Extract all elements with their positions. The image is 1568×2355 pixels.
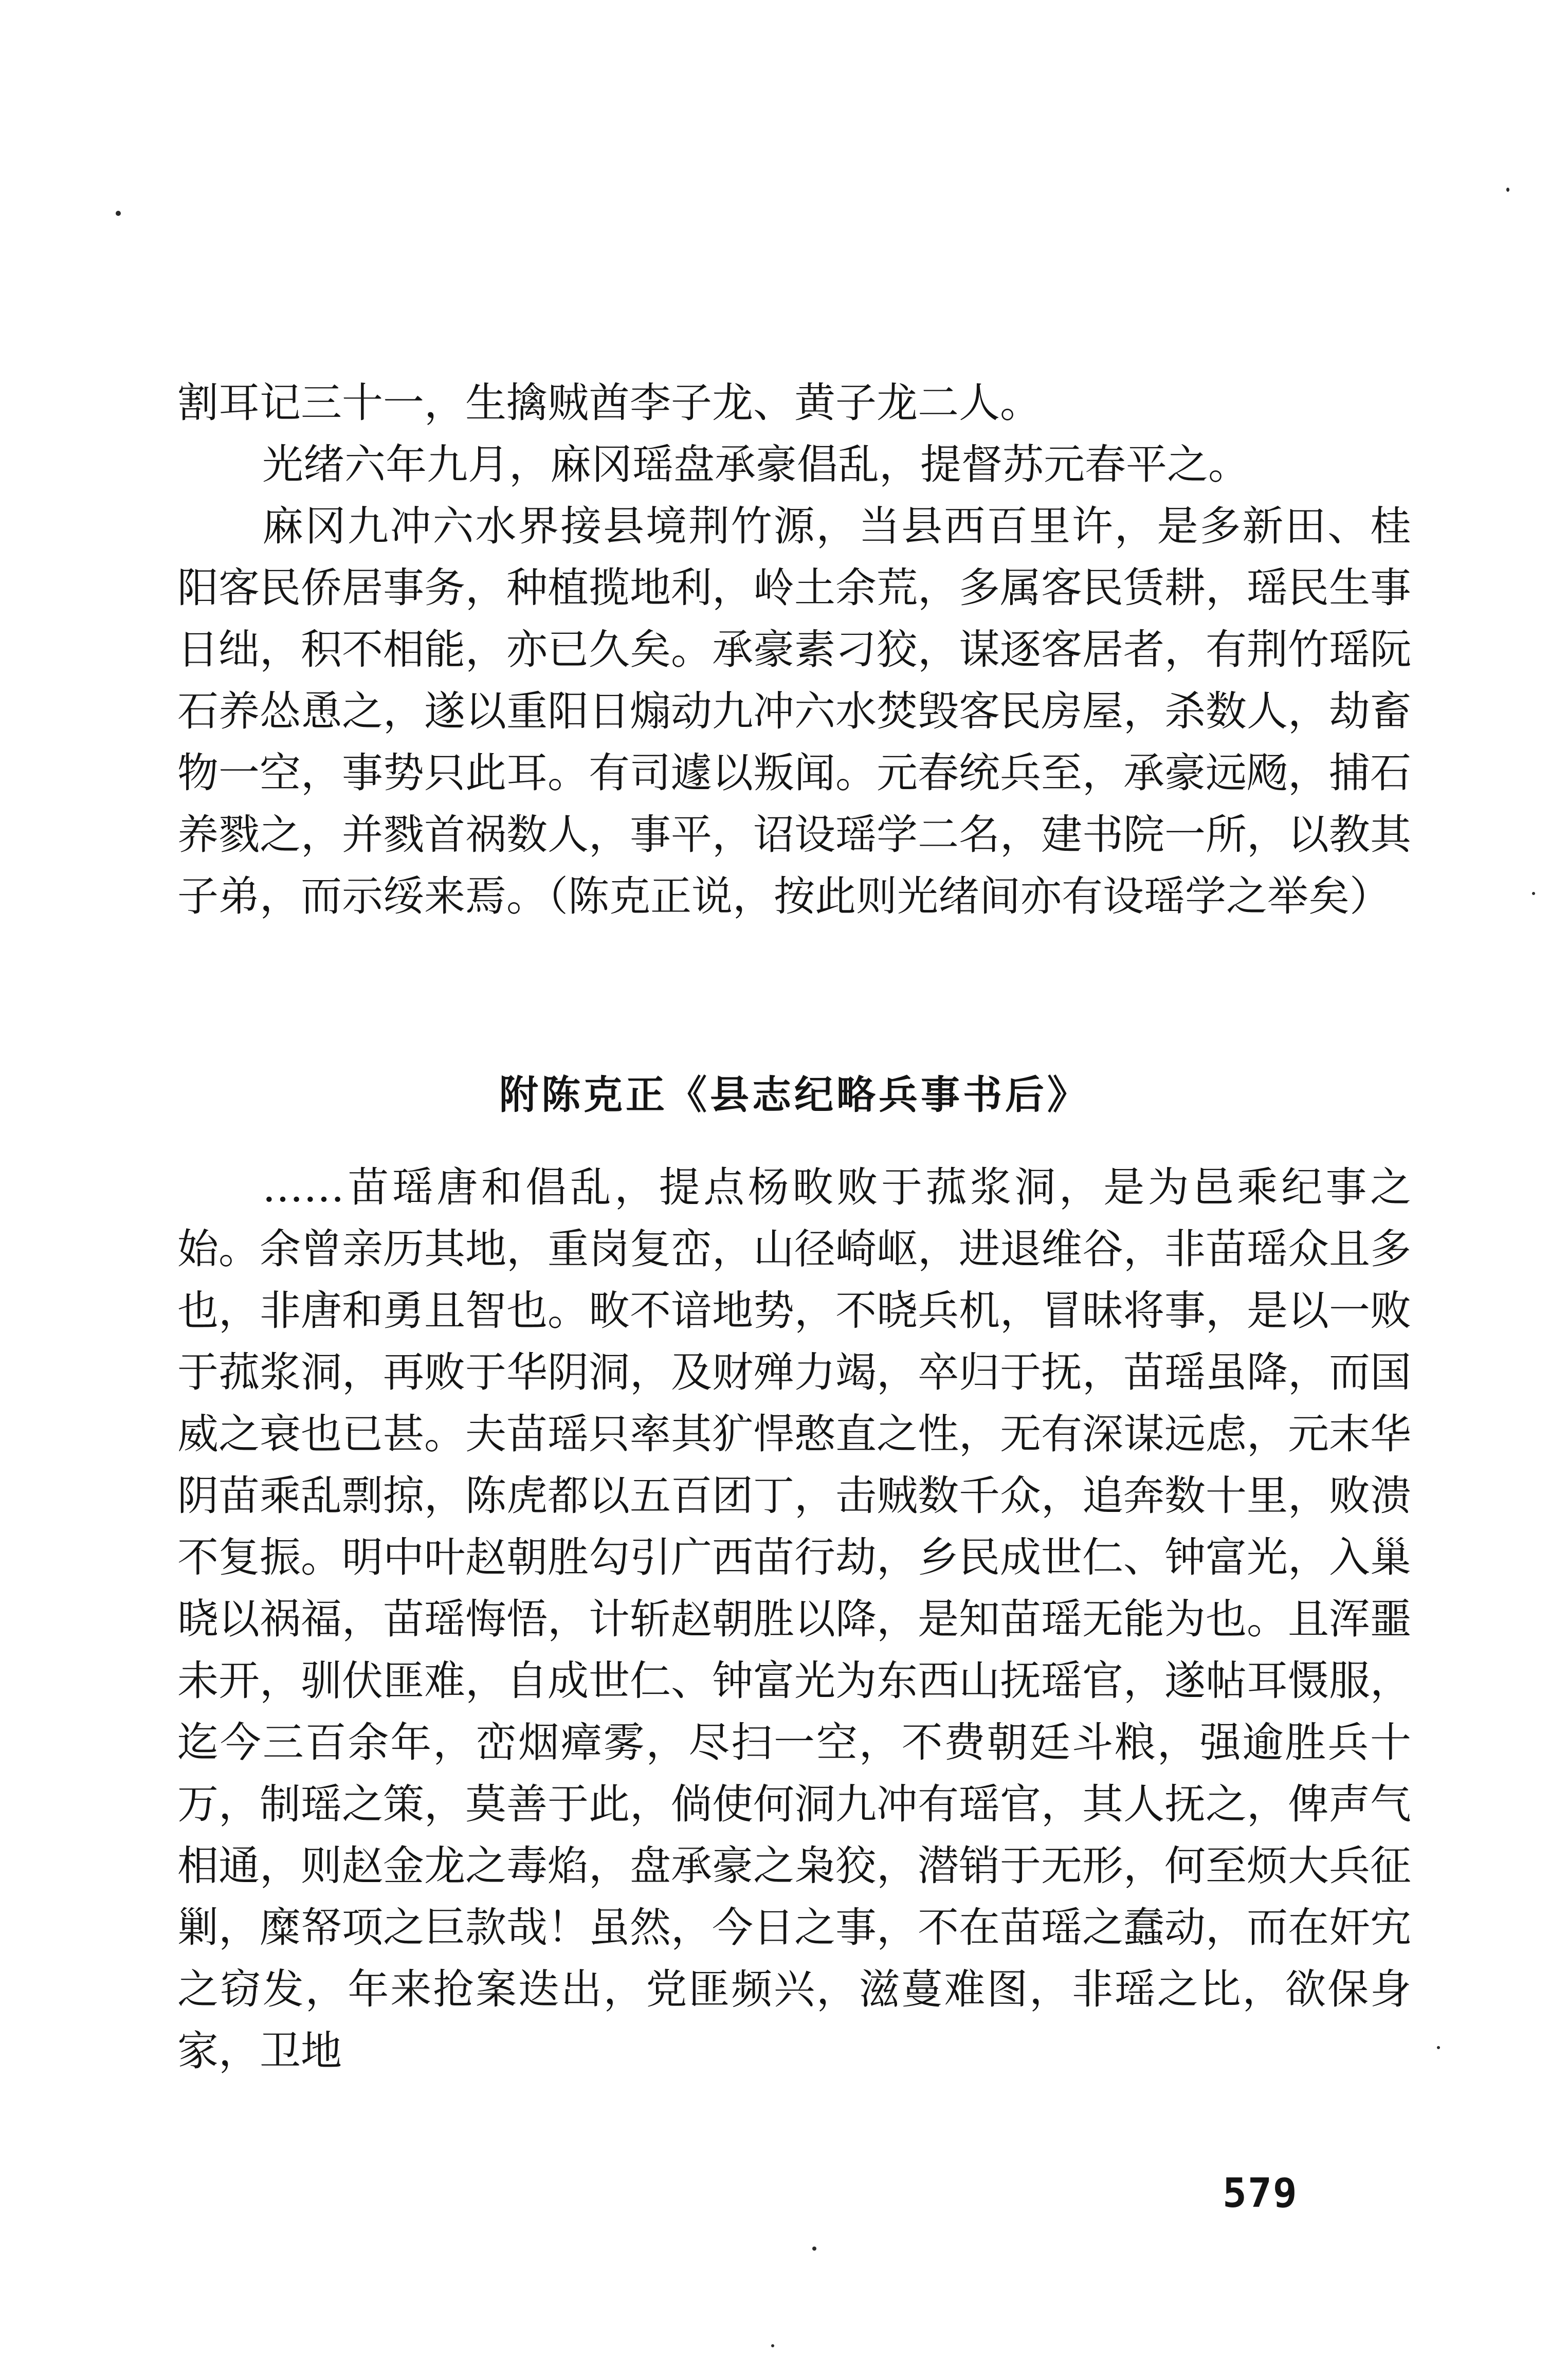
scan-speck	[1437, 2046, 1440, 2049]
upper-text-block	[177, 372, 1411, 927]
scan-speck	[771, 2344, 774, 2347]
section-heading: 附陈克正《县志纪略兵事书后》	[499, 1072, 1089, 1118]
paragraph-event-body: 麻冈九冲六水界接县境荆竹源，当县西百里许，是多新田、桂阳客民侨居事务，种植揽地利，岭土余荒，多属客民赁耕，瑶民生事日绌，积不相能，亦已久矣。承豪素刁狡，谋逐客居者，有荆竹瑶阮石养怂恿之，遂以重阳日煽动九冲六水焚毁客民房屋，杀数人，劫畜物一空，事势只此耳。有司遽以叛闻。元春统兵至，承豪远飏，捕石养戮之，并戮首祸数人，事平，诏设瑶学二名，建书院一所，以教其子弟，而示绥来焉。（陈克正说，按此则光绪间亦有设瑶学之举矣）	[177, 502, 1411, 920]
scan-speck	[1506, 188, 1509, 192]
lower-text-block	[177, 1157, 1411, 2082]
paragraph-essay-body: ……苗瑶唐和倡乱，提点杨畋败于菰浆洞，是为邑乘纪事之始。余曾亲历其地，重岗复峦，山径崎岖，进退维谷，非苗瑶众且多也，非唐和勇且智也。畋不谙地势，不晓兵机，冒昧将事，是以一败于菰浆洞，再败于华阴洞，及财殚力竭，卒归于抚，苗瑶虽降，而国威之衰也已甚。夫苗瑶只率其犷悍憨直之性，无有深谋远虑，元末华阴苗乘乱剽掠，陈虎都以五百团丁，击贼数千众，追奔数十里，败溃不复振。明中叶赵朝胜勾引广西苗行劫，乡民成世仁、钟富光，入巢晓以祸福，苗瑶悔悟，计斩赵朝胜以降，是知苗瑶无能为也。且浑噩未开，驯伏匪难，自成世仁、钟富光为东西山抚瑶官，遂帖耳慑服，迄今三百余年，峦烟瘴雾，尽扫一空，不费朝廷斗粮，强逾胜兵十万，制瑶之策，莫善于此，倘使何洞九冲有瑶官，其人抚之，俾声气相通，则赵金龙之毒焰，盘承豪之枭狡，潜销于无形，何至烦大兵征剿，糜帑项之巨款哉！虽然，今日之事，不在苗瑶之蠢动，而在奸宄之窃发，年来抢案迭出，党匪频兴，滋蔓难图，非瑶之比，欲保身家，卫地	[177, 1163, 1411, 2075]
paragraph-event-heading: 光绪六年九月，麻冈瑶盘承豪倡乱，提督苏元春平之。	[262, 441, 1249, 488]
page-number: 579	[1223, 2170, 1298, 2217]
paragraph-continuation: 割耳记三十一，生擒贼酋李子龙、黄子龙二人。	[177, 379, 1041, 427]
scan-speck	[116, 211, 121, 216]
scan-speck	[1532, 892, 1535, 895]
scan-speck	[812, 2247, 816, 2251]
